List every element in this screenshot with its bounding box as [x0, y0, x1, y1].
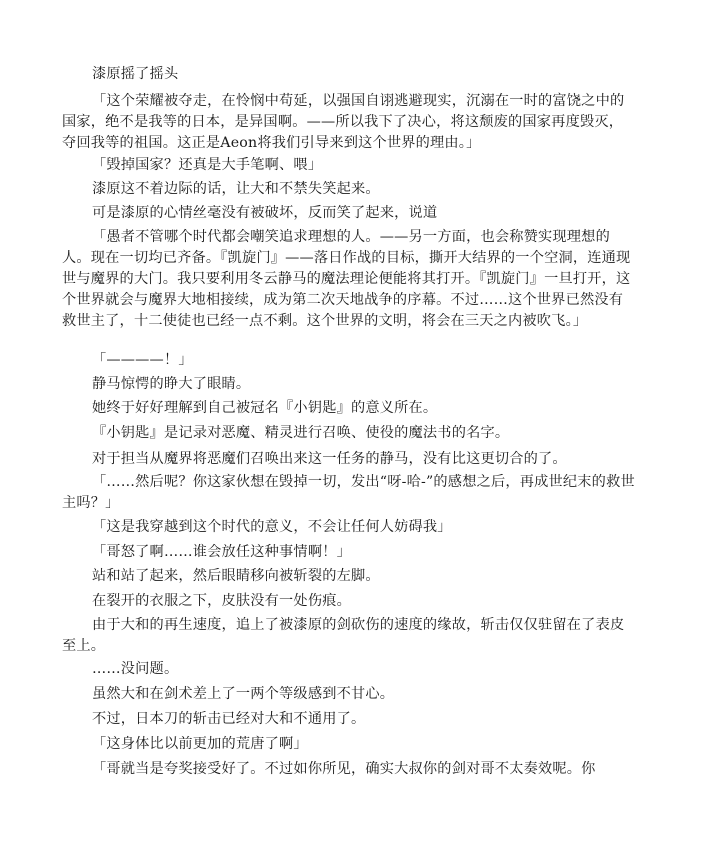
paragraph: 「哥怒了啊……谁会放任这种事情啊！」: [92, 544, 351, 560]
paragraph: 在裂开的衣服之下，皮肤没有一处伤痕。: [92, 593, 351, 609]
paragraph: 「……然后呢？你这家伙想在毁掉一切，发出“呀-哈-”的感想之后，再成世纪末的救世主吗？」: [62, 474, 635, 511]
paragraph: 「————！」: [92, 352, 193, 368]
paragraph: 「这身体比以前更加的荒唐了啊」: [92, 736, 308, 752]
paragraph: 「毁掉国家？还真是大手笔啊、喂」: [92, 157, 323, 173]
paragraph: 漆原这不着边际的话，让大和不禁失笑起来。: [92, 181, 380, 197]
paragraph: 她终于好好理解到自己被冠名『小钥匙』的意义所在。: [92, 400, 438, 416]
paragraph: 「哥就当是夸奖接受好了。不过如你所见，确实大叔你的剑对哥不太奏效呢。你: [92, 761, 596, 777]
paragraph: 对于担当从魔界将恶魔们召唤出来这一任务的静马，没有比这更切合的了。: [92, 451, 567, 467]
paragraph: 漆原摇了摇头: [92, 66, 179, 82]
paragraph: 『小钥匙』是记录对恶魔、精灵进行召唤、使役的魔法书的名字。: [92, 425, 510, 441]
paragraph: ……没问题。: [92, 661, 179, 677]
paragraph: 可是漆原的心情丝毫没有被破坏，反而笑了起来，说道: [92, 205, 438, 221]
paragraph: 「愚者不管哪个时代都会嘲笑追求理想的人。——另一方面，也会称赞实现理想的人。现在一切均已齐备。『凯旋门』——落日作战的目标，撕开大结界的一个空洞，连通现世与魔界的大门。我只要利用冬云静马的魔法理论便能将其打开。『凯旋门』一旦打开，这个世界就会与魔界大地相接续，成为第二次天地战争的序幕。不过……这个世界已然没有救世主了，十二使徒也已经一点不剩。这个世界的文明，将会在三天之内被吹飞。」: [62, 229, 631, 329]
paragraph: 静马惊愕的睁大了眼睛。: [92, 376, 251, 392]
paragraph: 由于大和的再生速度，追上了被漆原的剑砍伤的速度的缘故，斩击仅仅驻留在了表皮至上。: [62, 617, 625, 654]
paragraph: 「这个荣耀被夺走，在怜悯中苟延，以强国自诩逃避现实，沉溺在一时的富饶之中的国家，绝不是我等的日本，是异国啊。——所以我下了决心，将这颓废的国家再度毁灭，夺回我等的祖国。这正是Aeon将我们引导来到这个世界的理由。」: [62, 93, 625, 151]
paragraph: 「这是我穿越到这个时代的意义，不会让任何人妨碍我」: [92, 519, 452, 535]
paragraph: 站和站了起来，然后眼睛移向被斩裂的左脚。: [92, 568, 380, 584]
paragraph: 虽然大和在剑术差上了一两个等级感到不甘心。: [92, 686, 395, 702]
cut-off-top-line: [62, 40, 422, 54]
paragraph: 不过，日本刀的斩击已经对大和不通用了。: [92, 711, 366, 727]
